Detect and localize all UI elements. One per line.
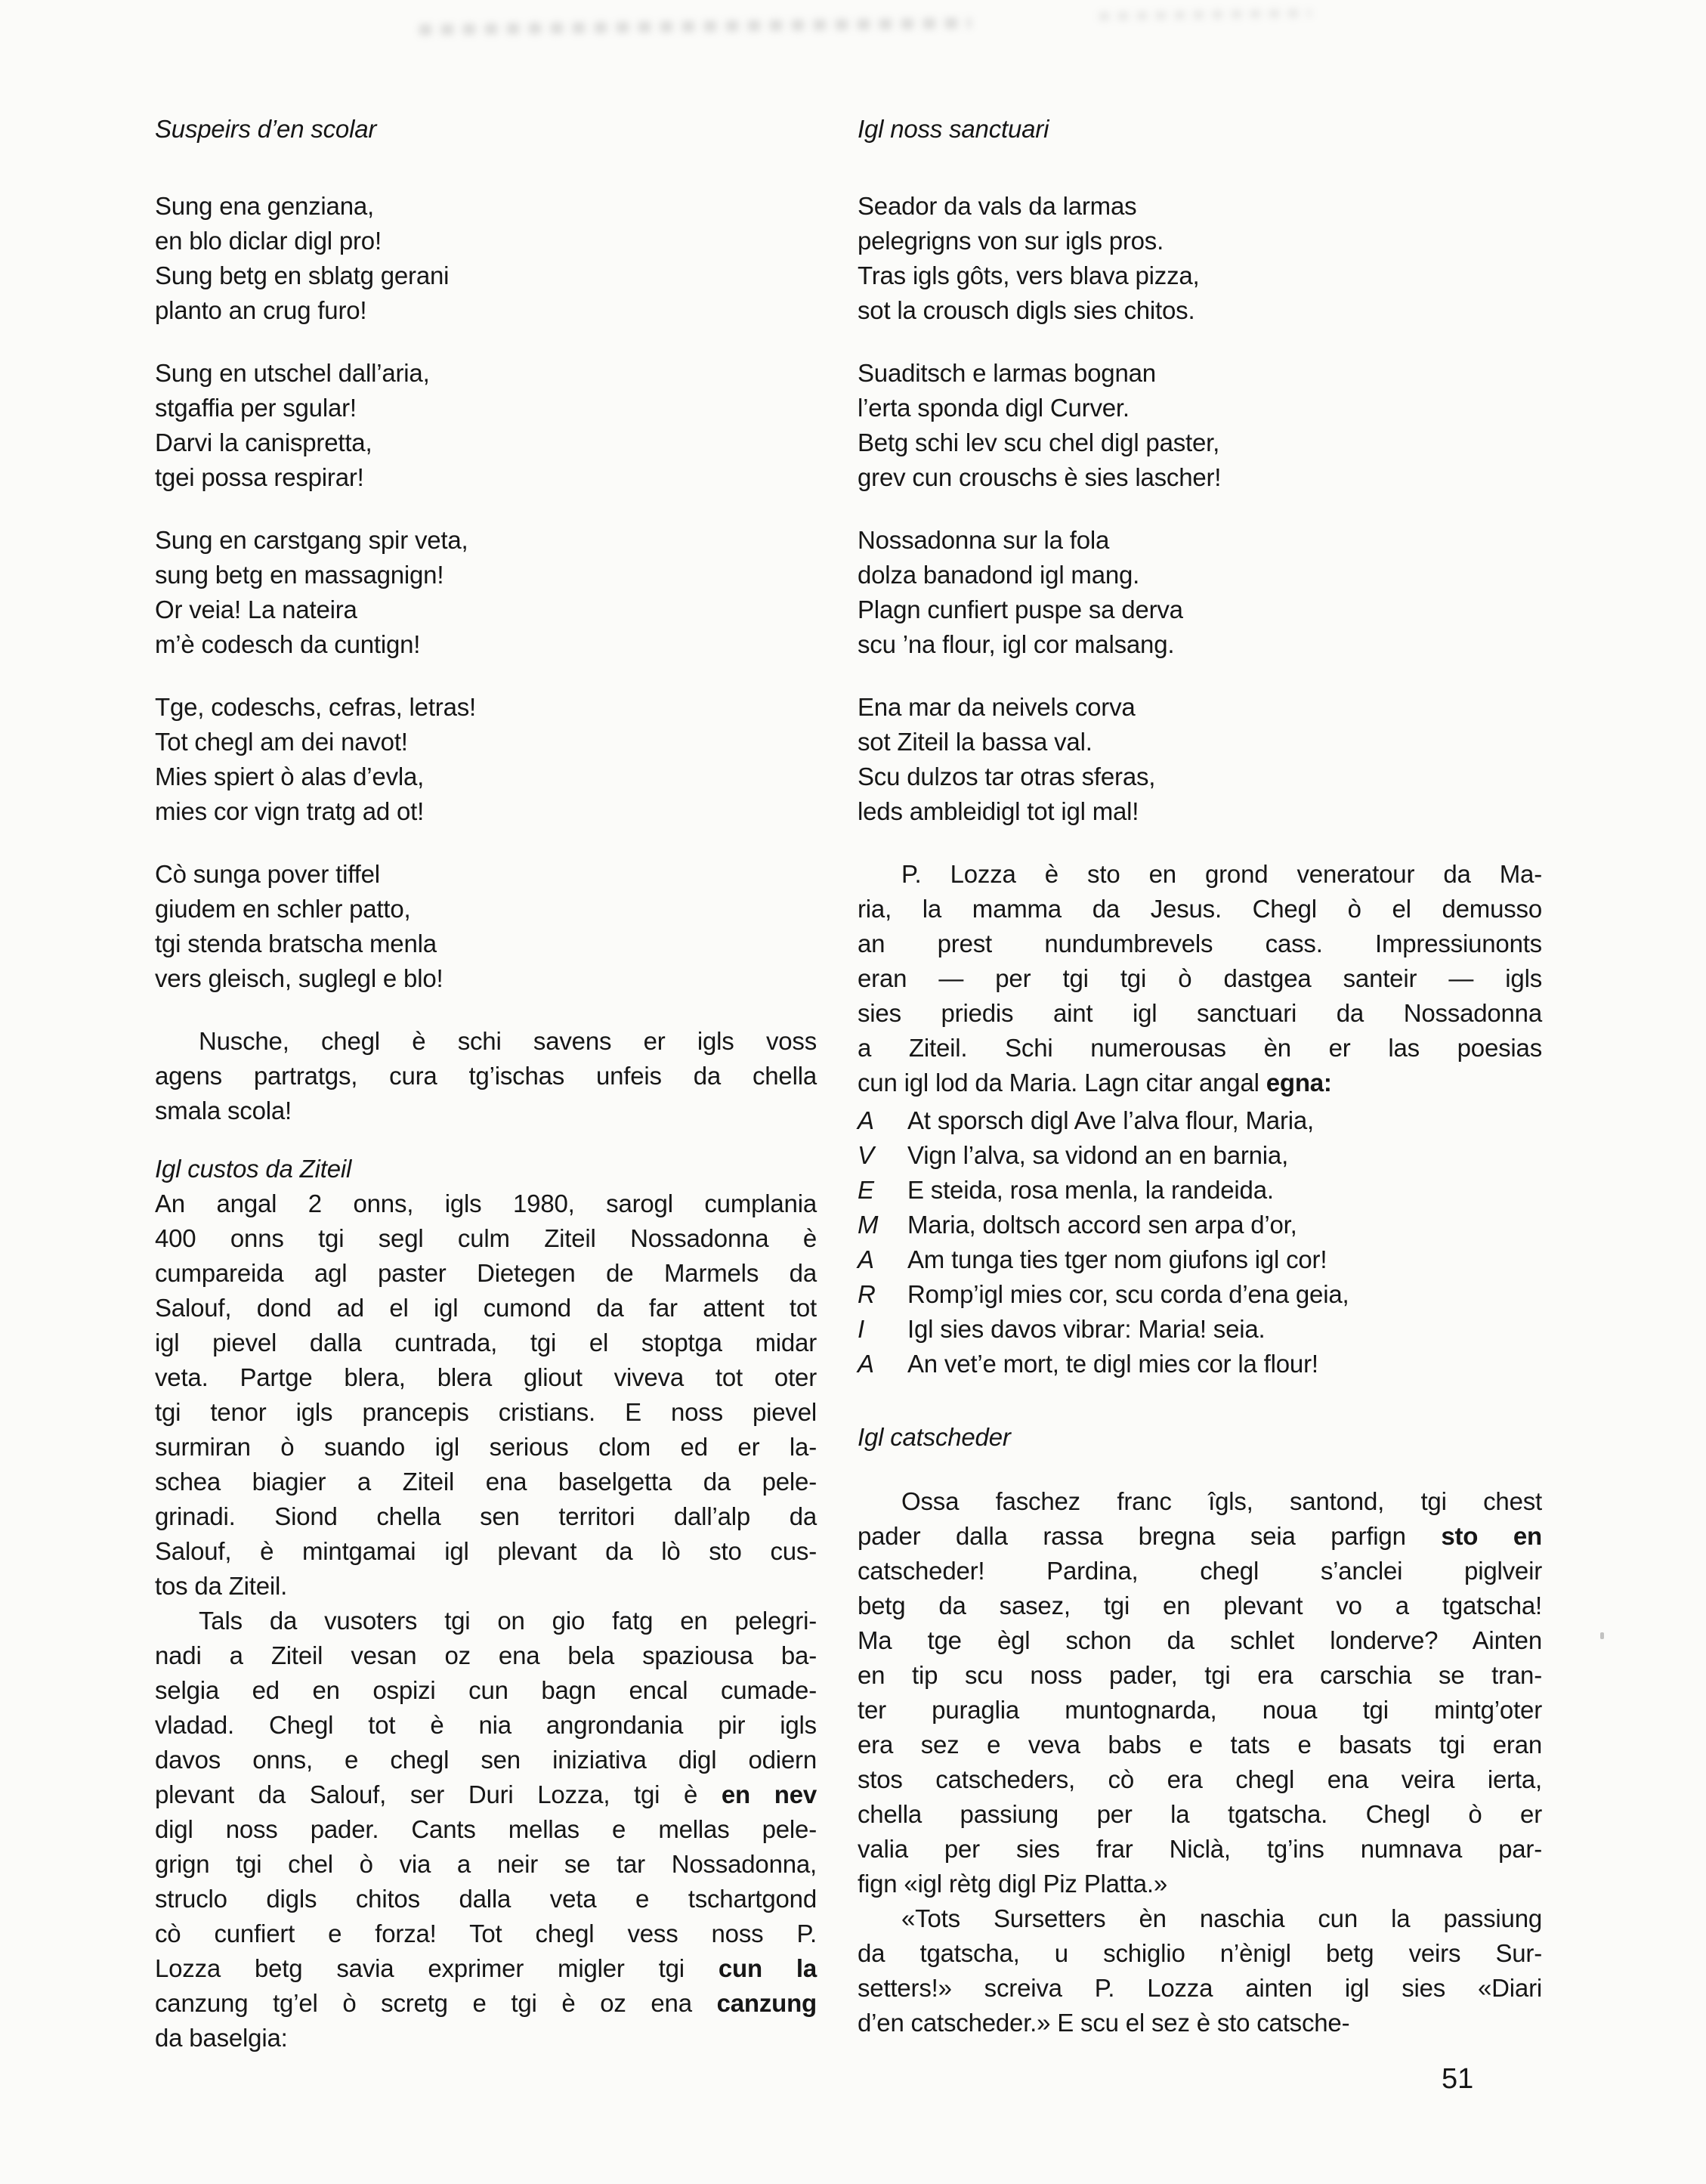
- prose-line: ter puraglia muntognarda, noua tgi mintg’oter: [858, 1696, 1542, 1724]
- poem-line: Tot chegl am dei navot!: [155, 728, 408, 756]
- poem-line: Scu dulzos tar otras sferas,: [858, 763, 1156, 790]
- acrostic-letter: M: [858, 1211, 879, 1239]
- prose-line: fign «igl rètg digl Piz Platta.»: [858, 1870, 1167, 1898]
- acrostic-row: [858, 1103, 1542, 1138]
- poem-stanza: [155, 189, 817, 328]
- prose-line: davos onns, e chegl sen iniziativa digl odiern: [155, 1746, 817, 1774]
- prose-line: pader dalla rassa bregna seia parfign sto en: [858, 1522, 1542, 1550]
- prose-line: betg da sasez, tgi en plevant vo a tgatscha!: [858, 1592, 1542, 1619]
- section-title-custos: Igl custos da Ziteil: [155, 1155, 352, 1183]
- prose-line: schea biagier a Ziteil ena baselgetta da pele-: [155, 1468, 817, 1496]
- prose-line: Ma tge ègl schon da schlet londerve? Ainten: [858, 1626, 1542, 1654]
- acrostic-row: [858, 1173, 1542, 1208]
- poem-line: sot Ziteil la bassa val.: [858, 728, 1093, 756]
- acrostic-line: Romp’igl mies cor, scu corda d’ena geia,: [907, 1280, 1349, 1308]
- poem-line: dolza banadond igl mang.: [858, 561, 1140, 589]
- prose-line: stos catscheders, cò era chegl ena veira ierta,: [858, 1765, 1542, 1793]
- acrostic-row: [858, 1312, 1542, 1347]
- paragraph-nusche: [155, 1024, 817, 1128]
- prose-line: selgia ed en ospizi cun bagn encal cumade-: [155, 1676, 817, 1704]
- prose-line: igl pievel dalla cuntrada, tgi el stoptga midar: [155, 1329, 817, 1356]
- prose-line: grinadi. Siond chella sen territori dall’alp da: [155, 1502, 817, 1530]
- poem-line: tgi stenda bratscha menla: [155, 930, 437, 957]
- poem-line: l’erta sponda digl Curver.: [858, 394, 1130, 422]
- poem-line: Or veia! La nateira: [155, 595, 357, 623]
- prose-line: a Ziteil. Schi numerousas èn er las poesias: [858, 1034, 1542, 1062]
- prose-line: era sez e veva babs e tats e basats tgi eran: [858, 1731, 1542, 1759]
- section-title-catscheder: Igl catscheder: [858, 1423, 1011, 1451]
- poem-stanza: [858, 690, 1542, 829]
- poem-line: leds ambleidigl tot igl mal!: [858, 797, 1139, 825]
- acrostic-letter: R: [858, 1280, 876, 1308]
- prose-line: da tgatscha, u schiglio n’ènigl betg veirs Sur-: [858, 1939, 1542, 1967]
- poem-title-suspeirs: Suspeirs d’en scolar: [155, 115, 377, 143]
- acrostic-letter: I: [858, 1315, 864, 1343]
- acrostic-line: Igl sies davos vibrar: Maria! seia.: [907, 1315, 1266, 1343]
- acrostic-line: Am tunga ties tger nom giufons igl cor!: [907, 1245, 1327, 1273]
- prose-line: Ossa faschez franc îgls, santond, tgi chest: [901, 1487, 1542, 1515]
- poem-stanza: [858, 523, 1542, 662]
- prose-line: struclo digls chitos dalla veta e tschartgond: [155, 1885, 817, 1913]
- poem-line: Mies spiert ò alas d’evla,: [155, 763, 425, 790]
- poem-line: Darvi la canispretta,: [155, 428, 372, 456]
- prose-line: 400 onns tgi segl culm Ziteil Nossadonna è: [155, 1224, 817, 1252]
- poem-line: Nossadonna sur la fola: [858, 526, 1110, 554]
- prose-line: d’en catscheder.» E scu el sez è sto catsche-: [858, 2009, 1350, 2037]
- acrostic-row: [858, 1138, 1542, 1173]
- poem-line: vers gleisch, suglegl e blo!: [155, 964, 443, 992]
- prose-line: valia per sies frar Niclà, tg’ins numnava par-: [858, 1835, 1542, 1863]
- poem-stanza: [155, 690, 817, 829]
- poem-stanza: [858, 356, 1542, 495]
- acrostic-row: [858, 1208, 1542, 1242]
- prose-line: Tals da vusoters tgi on gio fatg en pelegri-: [199, 1607, 817, 1635]
- poem-line: pelegrigns von sur igls pros.: [858, 227, 1164, 255]
- acrostic-row: [858, 1347, 1542, 1381]
- page-number: 51: [1442, 2063, 1474, 2095]
- poem-line: Seador da vals da larmas: [858, 192, 1137, 220]
- poem-line: Tge, codeschs, cefras, letras!: [155, 693, 477, 721]
- poem-stanza: [155, 356, 817, 495]
- poem-line: Tras igls gôts, vers blava pizza,: [858, 261, 1200, 289]
- paragraph-catscheder-2: [858, 1901, 1542, 2040]
- scan-speck: [1600, 1632, 1604, 1639]
- prose-line: An angal 2 onns, igls 1980, sarogl cumplania: [155, 1189, 817, 1217]
- prose-line: veta. Partge blera, blera gliout viveva tot oter: [155, 1363, 817, 1391]
- left-column: [155, 112, 817, 2056]
- poem-line: stgaffia per sgular!: [155, 394, 357, 422]
- paragraph-lozza: [858, 857, 1542, 1100]
- prose-line: P. Lozza è sto en grond veneratour da Ma-: [901, 860, 1542, 888]
- poem-line: Plagn cunfiert puspe sa derva: [858, 595, 1183, 623]
- prose-line: Lozza betg savia exprimer migler tgi cun la: [155, 1954, 817, 1982]
- prose-line: smala scola!: [155, 1097, 292, 1124]
- scan-smudge: [419, 18, 971, 36]
- acrostic-letter: E: [858, 1176, 874, 1204]
- paragraph-catscheder-1: [858, 1484, 1542, 1901]
- poem-line: Cò sunga pover tiffel: [155, 860, 380, 888]
- acrostic-line: E steida, rosa menla, la randeida.: [907, 1176, 1274, 1204]
- paragraph-custos-2: [155, 1604, 817, 2056]
- prose-line: ria, la mamma da Jesus. Chegl ò el demusso: [858, 895, 1542, 923]
- text-columns: [155, 112, 1542, 2056]
- poem-line: Ena mar da neivels corva: [858, 693, 1136, 721]
- right-column: [858, 112, 1542, 2040]
- poem-line: sung betg en massagnign!: [155, 561, 444, 589]
- paragraph-custos-1: [155, 1186, 817, 1604]
- acrostic-row: [858, 1277, 1542, 1312]
- prose-line: chella passiung per la tgatscha. Chegl ò er: [858, 1800, 1542, 1828]
- prose-line: cò cunfiert e forza! Tot chegl vess noss P.: [155, 1920, 817, 1947]
- acrostic-line: Vign l’alva, sa vidond an en barnia,: [907, 1141, 1289, 1169]
- poem-line: giudem en schler patto,: [155, 895, 411, 923]
- prose-line: vladad. Chegl tot è nia angrondania pir igls: [155, 1711, 817, 1739]
- prose-line: grign tgi chel ò via a neir se tar Nossadonna,: [155, 1850, 817, 1878]
- prose-line: surmiran ò suando igl serious clom ed er la-: [155, 1433, 817, 1461]
- prose-line: agens partratgs, cura tg’ischas unfeis da chella: [155, 1062, 817, 1090]
- prose-line: cun igl lod da Maria. Lagn citar angal egna:: [858, 1069, 1332, 1097]
- poem-line: Sung en utschel dall’aria,: [155, 359, 430, 387]
- prose-line: digl noss pader. Cants mellas e mellas pele-: [155, 1815, 817, 1843]
- acrostic-line: At sporsch digl Ave l’alva flour, Maria,: [907, 1106, 1314, 1134]
- acrostic-line: An vet’e mort, te digl mies cor la flour!: [907, 1350, 1318, 1378]
- poem-stanza: [858, 189, 1542, 328]
- poem-line: Betg schi lev scu chel digl paster,: [858, 428, 1220, 456]
- acrostic-row: [858, 1242, 1542, 1277]
- prose-line: en tip scu noss pader, tgi era carschia se tran-: [858, 1661, 1542, 1689]
- poem-line: Sung en carstgang spir veta,: [155, 526, 468, 554]
- prose-line: an prest nundumbrevels cass. Impressiunonts: [858, 930, 1542, 957]
- prose-line: «Tots Sursetters èn naschia cun la passiung: [901, 1904, 1542, 1932]
- scan-smudge: [1099, 9, 1311, 20]
- prose-line: canzung tg’el ò scretg e tgi è oz ena canzung: [155, 1989, 817, 2017]
- poem-line: grev cun crouschs è sies lascher!: [858, 463, 1222, 491]
- poem-line: mies cor vign tratg ad ot!: [155, 797, 425, 825]
- prose-line: tgi tenor igls prancepis cristians. E noss pievel: [155, 1398, 817, 1426]
- prose-line: tos da Ziteil.: [155, 1572, 288, 1600]
- prose-line: setters!» screiva P. Lozza ainten igl sies «Diari: [858, 1974, 1542, 2002]
- prose-line: Nusche, chegl è schi savens er igls voss: [199, 1027, 817, 1055]
- poem-line: Sung ena genziana,: [155, 192, 374, 220]
- poem-line: scu ’na flour, igl cor malsang.: [858, 630, 1175, 658]
- poem-line: Sung betg en sblatg gerani: [155, 261, 450, 289]
- poem-line: tgei possa respirar!: [155, 463, 364, 491]
- prose-line: da baselgia:: [155, 2024, 288, 2052]
- prose-line: Salouf, è mintgamai igl plevant da lò sto cus-: [155, 1537, 817, 1565]
- acrostic-line: Maria, doltsch accord sen arpa d’or,: [907, 1211, 1297, 1239]
- prose-line: nadi a Ziteil vesan oz ena bela spaziousa ba-: [155, 1641, 817, 1669]
- poem-line: planto an crug furo!: [155, 296, 367, 324]
- acrostic-letter: A: [858, 1350, 874, 1378]
- poem-stanza: [155, 857, 817, 996]
- poem-title-sanctuari: Igl noss sanctuari: [858, 115, 1049, 143]
- prose-line: sies priedis aint igl sanctuari da Nossadonna: [858, 999, 1542, 1027]
- prose-line: cumpareida agl paster Dietegen de Marmels da: [155, 1259, 817, 1287]
- acrostic-ave-maria: [858, 1103, 1542, 1381]
- prose-line: catscheder! Pardina, chegl s’anclei piglveir: [858, 1557, 1542, 1585]
- acrostic-letter: V: [858, 1141, 874, 1169]
- poem-line: Suaditsch e larmas bognan: [858, 359, 1156, 387]
- prose-line: Salouf, dond ad el igl cumond da far attent tot: [155, 1294, 817, 1322]
- poem-line: m’è codesch da cuntign!: [155, 630, 421, 658]
- poem-line: en blo diclar digl pro!: [155, 227, 382, 255]
- prose-line: plevant da Salouf, ser Duri Lozza, tgi è en nev: [155, 1780, 817, 1808]
- prose-line: eran — per tgi tgi ò dastgea santeir — igls: [858, 964, 1542, 992]
- acrostic-letter: A: [858, 1245, 874, 1273]
- poem-stanza: [155, 523, 817, 662]
- acrostic-letter: A: [858, 1106, 874, 1134]
- poem-line: sot la crousch digls sies chitos.: [858, 296, 1195, 324]
